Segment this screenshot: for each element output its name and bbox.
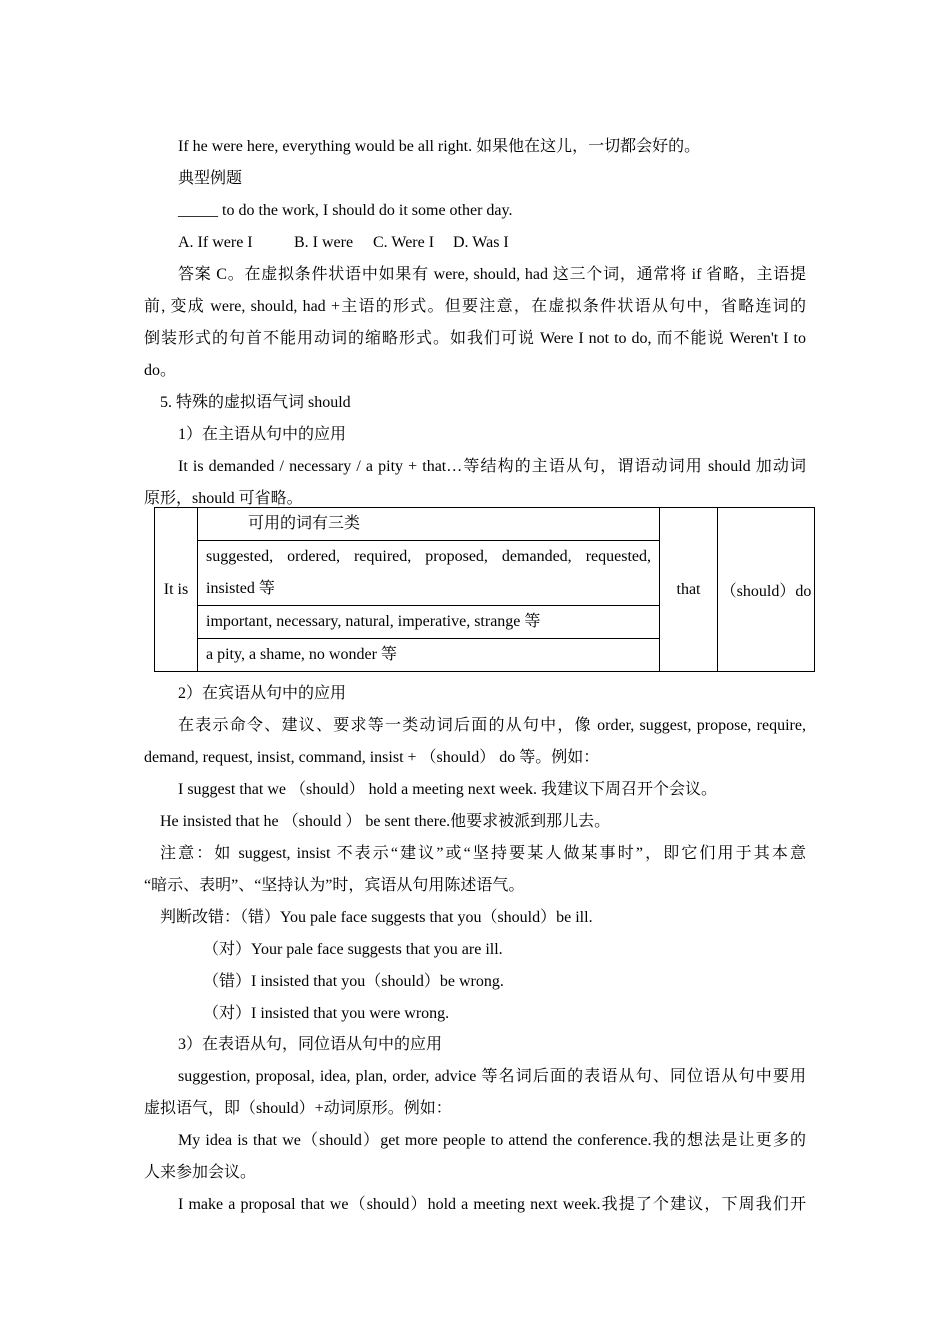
correction-line-4: （对）I insisted that you were wrong.: [203, 1005, 450, 1022]
example-idea-line-1: My idea is that we（should）get more people to attend the conference.我的想法是让更多的: [178, 1132, 806, 1149]
subheading-subject-clause: 1）在主语从句中的应用: [178, 426, 347, 443]
section-heading-5: 5. 特殊的虚拟语气词 should: [160, 394, 351, 411]
note-line-2: “暗示、表明”、“坚持认为”时，宾语从句用陈述语气。: [144, 877, 525, 894]
subject-clause-line-1: It is demanded / necessary / a pity + that…等结构的主语从句，谓语动词用 should 加动词: [178, 458, 806, 475]
heading-typical-example: 典型例题: [178, 170, 243, 187]
question-stem: _____ to do the work, I should do it some other day.: [178, 202, 513, 219]
subject-clause-line-2: 原形，should 可省略。: [144, 490, 303, 507]
paragraph-example-sentence: If he were here, everything would be all right. 如果他在这儿，一切都会好的。: [178, 138, 701, 155]
table-row-nouns: a pity, a shame, no wonder 等: [198, 639, 660, 672]
predicative-line-2: 虚拟语气，即（should）+动词原形。例如：: [144, 1100, 452, 1117]
table-row-adjectives: important, necessary, natural, imperative, strange 等: [198, 606, 660, 639]
table-cell-should-do: （should）do: [718, 508, 815, 672]
option-c: C. Were I: [373, 234, 435, 251]
table-header-cell: 可用的词有三类: [198, 508, 660, 541]
example-idea-line-2: 人来参加会议。: [144, 1164, 257, 1181]
question-options: [178, 233, 509, 253]
note-line-1: 注意：如 suggest, insist 不表示“建议”或“坚持要某人做某事时”，即它们用于其本意: [160, 845, 806, 862]
object-clause-line-2: demand, request, insist, command, insist + （should） do 等。例如：: [144, 749, 600, 766]
option-a: A. If were I: [178, 234, 253, 251]
subheading-object-clause: 2）在宾语从句中的应用: [178, 685, 347, 702]
example-insisted: He insisted that he （should ） be sent there.他要求被派到那儿去。: [160, 813, 611, 830]
option-b: B. I were: [294, 234, 354, 251]
example-proposal-line: I make a proposal that we（should）hold a meeting next week.我提了个建议，下周我们开: [178, 1196, 806, 1213]
subheading-predicative-clause: 3）在表语从句，同位语从句中的应用: [178, 1036, 443, 1053]
option-d: D. Was I: [453, 234, 509, 251]
correction-line-2: （对）Your pale face suggests that you are ill.: [203, 941, 503, 958]
correction-line-3: （错）I insisted that you（should）be wrong.: [203, 973, 504, 990]
answer-line-2: 前, 变成 were, should, had +主语的形式。但要注意，在虚拟条件状语从句中，省略连词的: [144, 298, 806, 315]
table-cell-it-is: It is: [155, 508, 198, 672]
should-usage-table: [154, 507, 815, 672]
predicative-line-1: suggestion, proposal, idea, plan, order, advice 等名词后面的表语从句、同位语从句中要用: [178, 1068, 806, 1085]
object-clause-line-1: 在表示命令、建议、要求等一类动词后面的从句中，像 order, suggest, propose, require,: [178, 717, 806, 734]
correction-line-1: 判断改错：（错）You pale face suggests that you（should）be ill.: [160, 909, 593, 926]
answer-line-1: 答案 C。在虚拟条件状语中如果有 were, should, had 这三个词，通常将 if 省略，主语提: [178, 266, 806, 283]
answer-line-3: 倒装形式的句首不能用动词的缩略形式。如我们可说 Were I not to do, 而不能说 Weren't I to: [144, 330, 806, 347]
table-cell-that: that: [660, 508, 718, 672]
table-row-verbs: suggested, ordered, required, proposed, demanded, requested, insisted 等: [198, 541, 660, 606]
example-suggest: I suggest that we （should） hold a meeting next week. 我建议下周召开个会议。: [178, 781, 718, 798]
answer-line-4: do。: [144, 362, 177, 379]
